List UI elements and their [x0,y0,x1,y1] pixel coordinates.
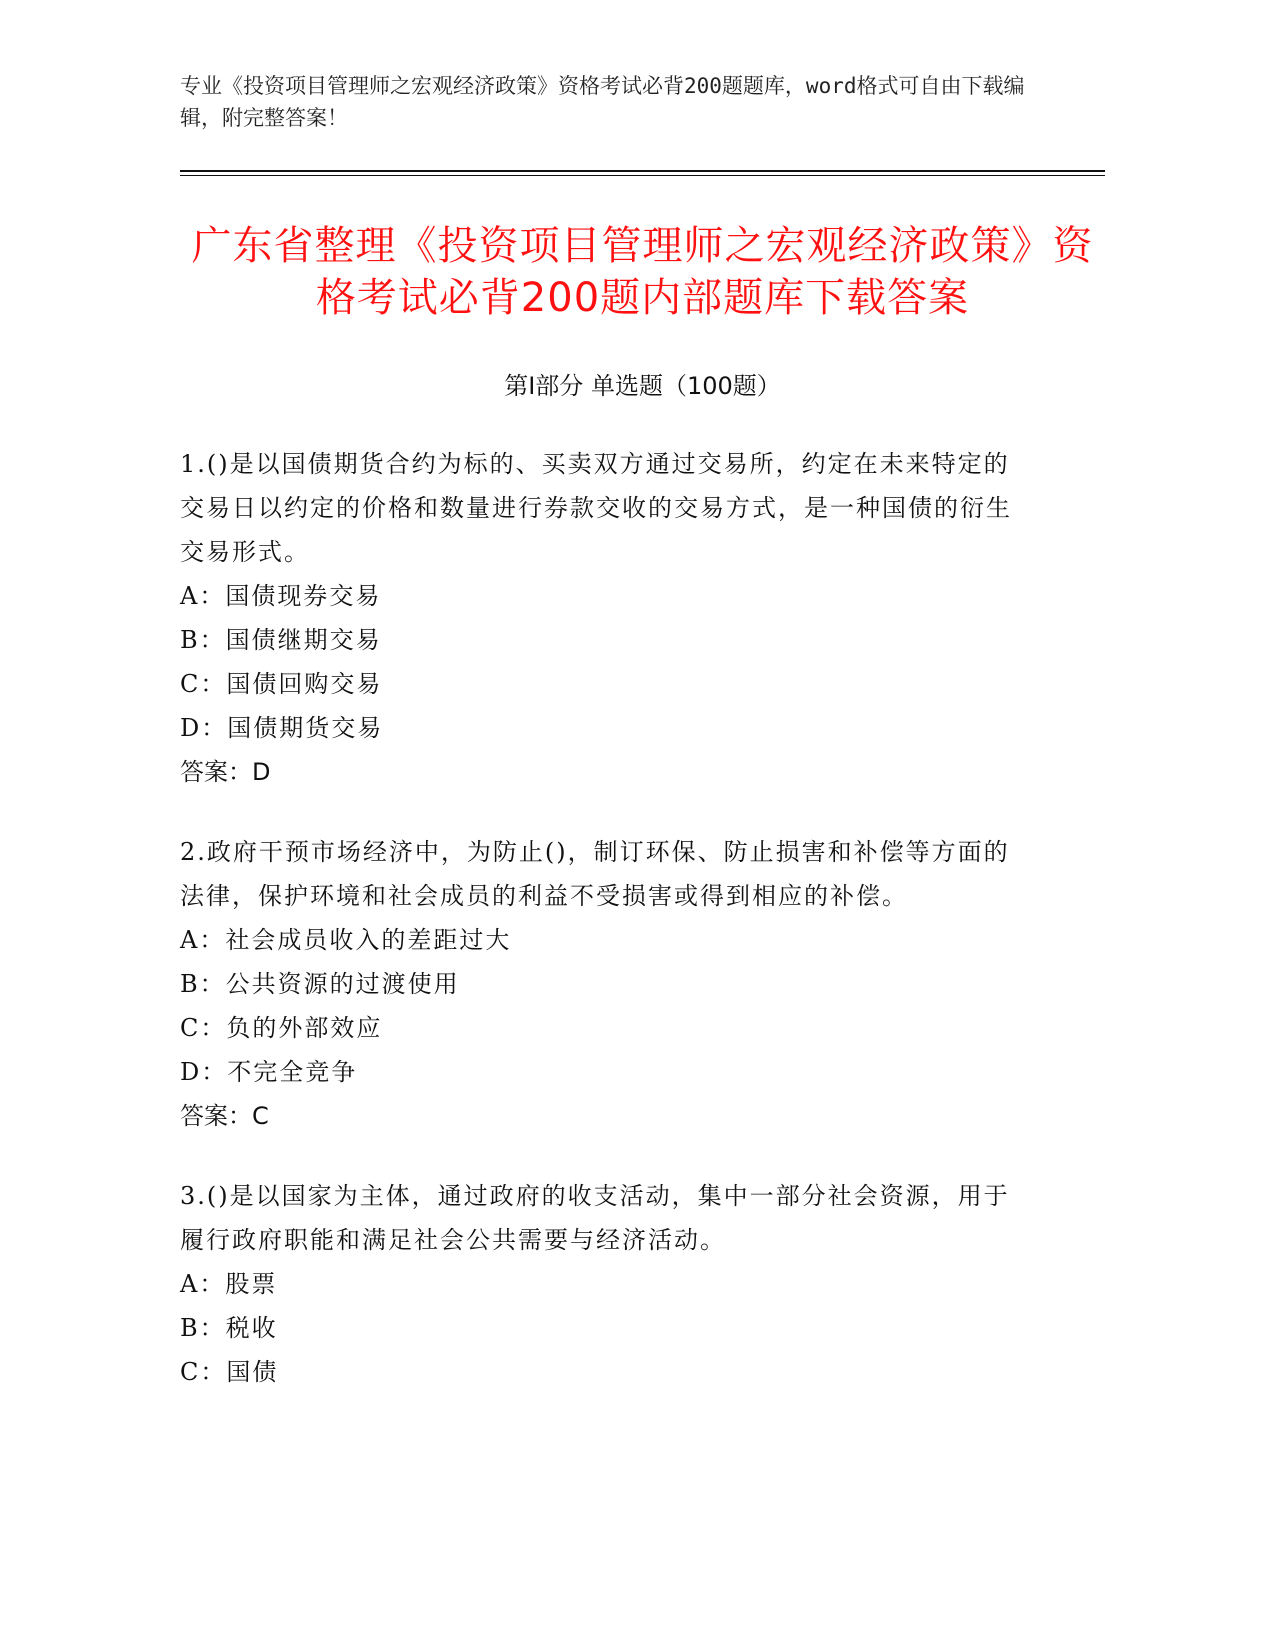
header-note: 专业《投资项目管理师之宏观经济政策》资格考试必背200题题库，word格式可自由下载编辑，附完整答案！ [180,74,1025,130]
option-c: C：国债回购交易 [180,670,383,698]
answer: 答案：C [180,1102,269,1130]
option-b: B：公共资源的过渡使用 [180,970,460,998]
answer: 答案：D [180,758,271,786]
document-page [180,70,1105,1430]
question-stem: 2.政府干预市场经济中，为防止()，制订环保、防止损害和补偿等方面的法律，保护环境和社会成员的利益不受损害或得到相应的补偿。 [180,838,1010,910]
header-divider [180,170,1105,172]
question-3 [180,1174,1105,1394]
option-b: B：税收 [180,1314,278,1342]
option-b: B：国债继期交易 [180,626,382,654]
option-d: D：国债期货交易 [180,714,384,742]
question-stem: 1.()是以国债期货合约为标的、买卖双方通过交易所，约定在未来特定的交易日以约定的价格和数量进行券款交收的交易方式，是一种国债的衍生交易形式。 [180,450,1012,566]
option-d: D：不完全竞争 [180,1058,358,1086]
header-divider-thin [180,175,1105,176]
document-title: 广东省整理《投资项目管理师之宏观经济政策》资格考试必背200题内部题库下载答案 [191,223,1094,321]
option-c: C：负的外部效应 [180,1014,383,1042]
question-2 [180,830,1105,1138]
option-a: A：股票 [180,1270,278,1298]
option-a: A：国债现券交易 [180,582,382,610]
question-stem: 3.()是以国家为主体，通过政府的收支活动，集中一部分社会资源，用于履行政府职能和满足社会公共需要与经济活动。 [180,1182,1010,1254]
option-a: A：社会成员收入的差距过大 [180,926,512,954]
option-c: C：国债 [180,1358,279,1386]
question-1 [180,442,1105,794]
section-heading: 第Ⅰ部分 单选题（100题） [504,372,781,400]
